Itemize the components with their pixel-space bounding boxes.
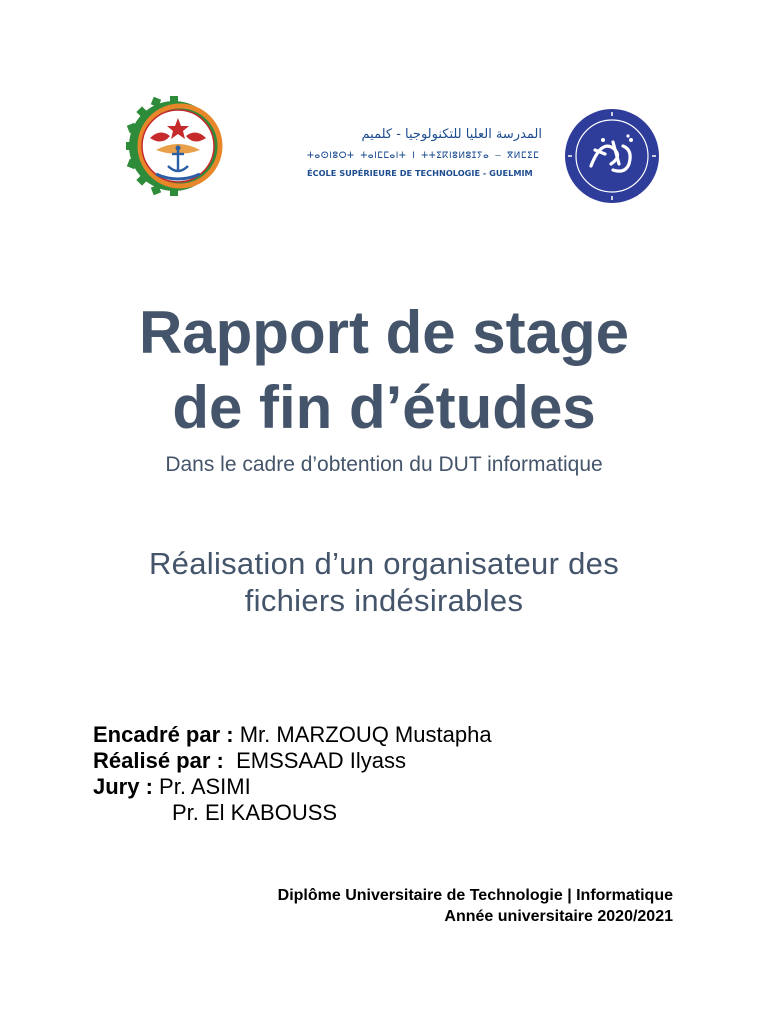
anchor-gear-icon [126,94,238,198]
author-label: Réalisé par : [93,748,224,773]
supervisor-row [93,722,492,748]
diploma-line: Diplôme Universitaire de Technologie | Informatique [277,887,673,904]
logo-arabic-text: المدرسة العليا للتكنولوجيا - كلميم [361,127,542,142]
academic-year-line: Année universitaire 2020/2021 [444,908,673,925]
project-topic [0,545,768,619]
report-title-line-1: Rapport de stage [138,299,630,366]
people-block [93,722,492,826]
jury-member-2: Pr. El KABOUSS [172,800,338,825]
footer-block [278,885,673,927]
author-row [93,748,492,774]
jury-row-2 [93,800,492,826]
author-name: EMSSAAD Ilyass [223,748,406,773]
university-seal-icon [555,106,669,206]
supervisor-label: Encadré par : [93,722,234,747]
logo-tifinagh-text: ⵜⴰⵙⵏⵓⵔⵜ ⵜⴰⵏⵎⵎⴰⵏⵜ ⵏ ⵜⵜⵉⴽⵏⵓⵍⵓⵊⵢⴰ – ⴳⵍⵎⵉⵎ [307,151,540,161]
university-seal-logo [555,106,669,206]
est-guelmim-logo [305,123,542,185]
report-title-line-2: de fin d’études [172,374,596,441]
jury-member-1: Pr. ASIMI [152,774,251,799]
report-subtitle: Dans le cadre d’obtention du DUT informatique [165,453,603,476]
school-emblem-logo [126,94,238,198]
project-topic-line-1: Réalisation d’un organisateur des [148,546,620,581]
supervisor-name: Mr. MARZOUQ Mustapha [233,722,492,747]
jury-label: Jury : [93,774,153,799]
logo-french-text: ÉCOLE SUPÉRIEURE DE TECHNOLOGIE - GUELMIM [307,168,533,178]
jury-row [93,774,492,800]
project-topic-line-2: fichiers indésirables [244,583,524,618]
